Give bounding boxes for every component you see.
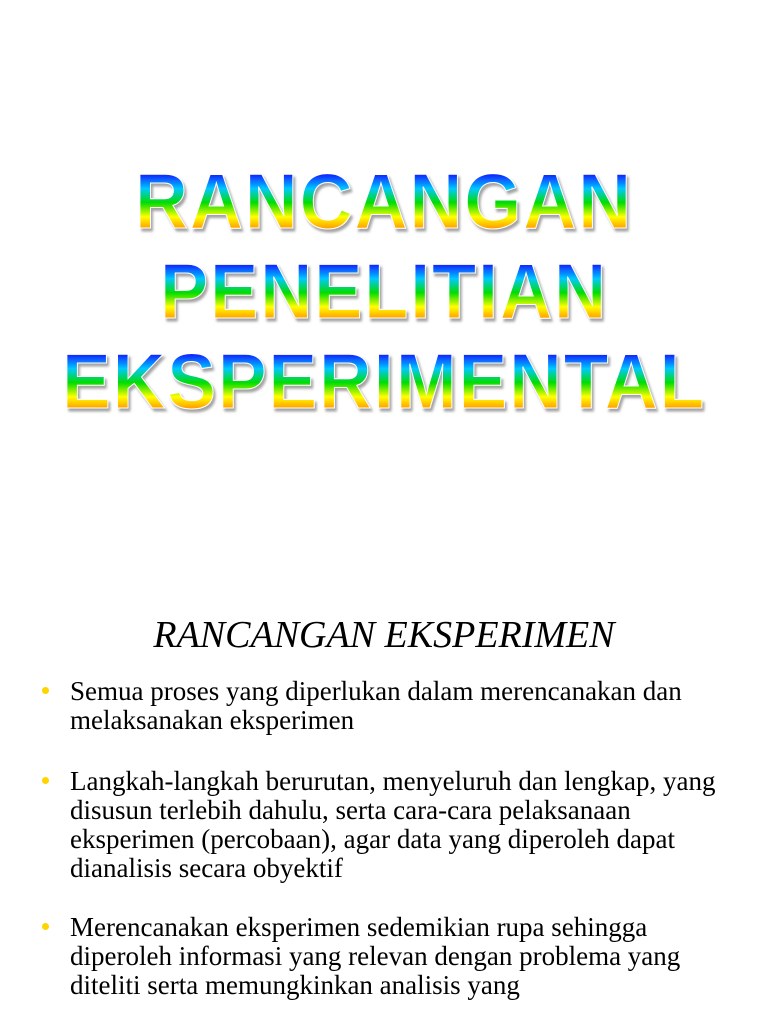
- wordart-svg: [0, 150, 768, 440]
- bullet-text: Langkah-langkah berurutan, menyeluruh dan lengkap, yang disusun terlebih dahulu, serta cara-cara pelaksanaan eksperimen (percobaan), agar data yang diperoleh dapat dianalisis secara obyektif: [70, 766, 716, 883]
- wordart-title: [0, 150, 768, 440]
- bullet-item: [40, 767, 740, 883]
- bullet-item: [40, 913, 740, 1000]
- slide-heading: RANCANGAN EKSPERIMEN: [153, 614, 615, 656]
- bullet-item: [40, 677, 740, 735]
- bullet-list: [40, 677, 740, 1024]
- bullet-text: Semua proses yang diperlukan dalam merencanakan dan melaksanakan eksperimen: [70, 676, 682, 735]
- title-line-1: RANCANGAN: [135, 157, 633, 245]
- slide-content: [0, 512, 768, 1024]
- bullet-text: Merencanakan eksperimen sedemikian rupa sehingga diperoleh informasi yang relevan dengan problema yang diteliti serta memungkinkan analisis yang: [70, 912, 681, 1000]
- bullet-dot-icon: [42, 923, 49, 930]
- bullet-dot-icon: [42, 687, 49, 694]
- title-line-2: PENELITIAN: [160, 247, 608, 335]
- bullet-dot-icon: [42, 777, 49, 784]
- title-line-3: EKSPERIMENTAL: [62, 337, 706, 425]
